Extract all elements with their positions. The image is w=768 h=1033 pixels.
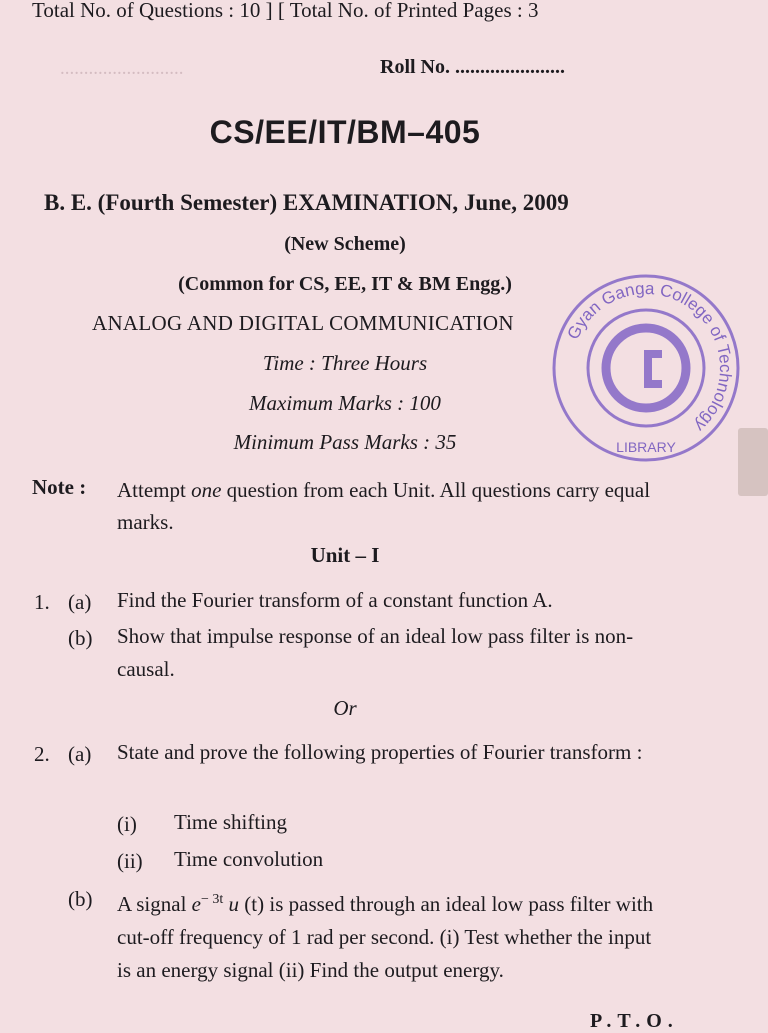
question-2b-text — [117, 883, 665, 987]
common-branches-line: (Common for CS, EE, IT & BM Engg.) — [178, 273, 512, 295]
question-1-number: 1. — [34, 590, 50, 614]
time-line: Time : Three Hours — [262, 351, 428, 375]
note-emphasis: one — [191, 478, 222, 502]
paper-header-line: Total No. of Questions : 10 ] [ Total No. of Printed Pages : 3 — [32, 0, 539, 22]
note-label: Note : — [32, 475, 87, 499]
question-1a-text: Find the Fourier transform of a constant function A. — [117, 588, 553, 612]
note-text-end: question from each Unit. All questions carry equal marks. — [117, 478, 651, 534]
exponential-symbol: e — [191, 892, 201, 916]
exam-title: B. E. (Fourth Semester) EXAMINATION, June, 2009 — [44, 190, 569, 215]
pto-marker: P.T.O. — [590, 1010, 679, 1032]
unit-heading: Unit – I — [310, 543, 380, 567]
scheme-line: (New Scheme) — [284, 233, 406, 255]
bleed-through-text: .......................... — [60, 58, 184, 79]
roll-number-label: Roll No. ...................... — [380, 56, 565, 78]
question-2a-label: (a) — [68, 742, 92, 766]
question-1b-text: Show that impulse response of an ideal low pass filter is non-causal. — [117, 624, 634, 681]
min-marks-line: Minimum Pass Marks : 35 — [233, 430, 457, 454]
note-text-start: Attempt — [117, 478, 192, 502]
question-2b-text-end: is passed through an ideal low pass filter with cut-off frequency of 1 rad per second. (i) Test whether the input is an energy signal (ii) Find the output energy. — [117, 892, 654, 982]
subpart-i-text: Time shifting — [174, 810, 287, 834]
unit-step-argument: (t) — [239, 892, 265, 916]
exponent: − 3t — [201, 892, 224, 907]
college-library-stamp — [550, 272, 742, 464]
or-separator: Or — [333, 696, 357, 720]
stamp-college-name: Gyan Ganga College of Technology — [563, 278, 736, 436]
unit-step-symbol: u — [228, 892, 240, 916]
tape-mark — [738, 428, 768, 496]
question-1a-label: (a) — [68, 590, 92, 614]
note-text — [117, 474, 677, 538]
subpart-ii-label: (ii) — [117, 849, 143, 873]
subject-title: ANALOG AND DIGITAL COMMUNICATION — [92, 311, 514, 335]
question-2b-label: (b) — [68, 887, 93, 911]
question-2b-text-start: A signal — [117, 892, 192, 916]
subpart-ii-text: Time convolution — [174, 847, 324, 871]
question-2a-text: State and prove the following properties of Fourier transform : — [117, 740, 643, 764]
subpart-i-label: (i) — [117, 812, 137, 836]
stamp-library-label: LIBRARY — [616, 439, 676, 455]
paper-code: CS/EE/IT/BM–405 — [209, 114, 481, 150]
max-marks-line: Maximum Marks : 100 — [249, 391, 441, 415]
question-2-number: 2. — [34, 742, 50, 766]
question-1b-label: (b) — [68, 626, 93, 650]
